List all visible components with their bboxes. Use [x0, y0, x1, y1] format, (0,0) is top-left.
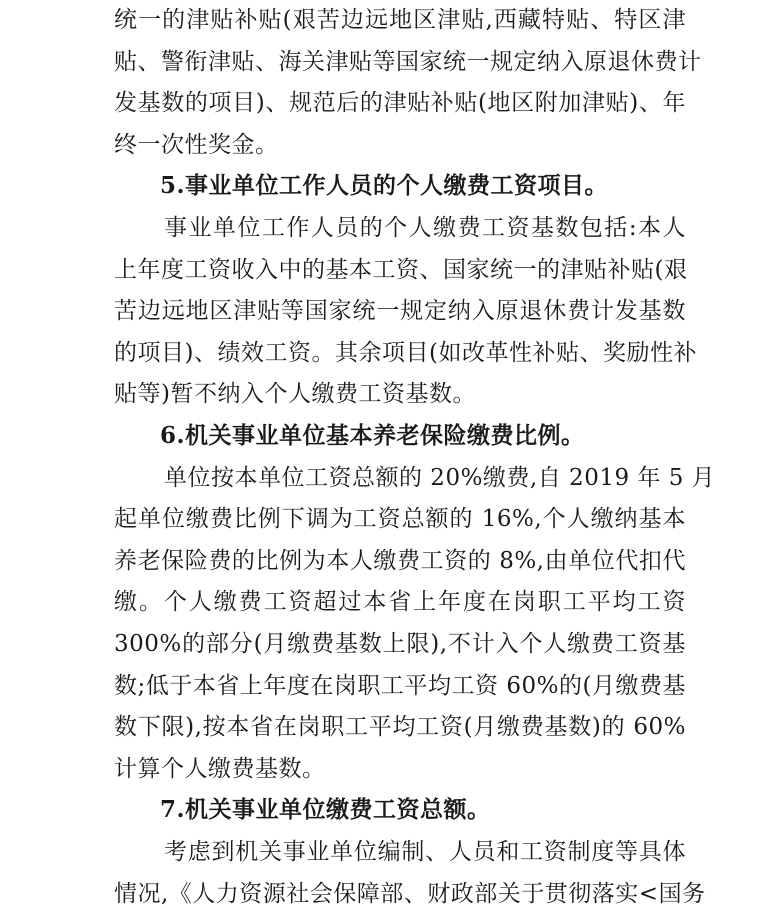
paragraph-line: 数下限),按本省在岗职工平均工资(月缴费基数)的 60% [114, 714, 686, 741]
paragraph-first-line: 事业单位工作人员的个人缴费工资基数包括:本人 [164, 215, 686, 241]
paragraph-first-line: 单位按本单位工资总额的 20%缴费,自 2019 年 5 月 [164, 464, 716, 491]
paragraph-line: 统一的津贴补贴(艰苦边远地区津贴,西藏特贴、特区津 [114, 7, 686, 33]
paragraph-line: 的项目)、绩效工资。其余项目(如改革性补贴、奖励性补 [114, 339, 697, 366]
paragraph-line: 数;低于本省上年度在岗职工平均工资 60%的(月缴费基 [114, 672, 686, 699]
paragraph-line: 贴、警衔津贴、海关津贴等国家统一规定纳入原退休费计 [114, 48, 702, 75]
paragraph-last-line: 计算个人缴费基数。 [114, 755, 326, 782]
paragraph-line: 300%的部分(月缴费基数上限),不计入个人缴费工资基 [114, 631, 686, 657]
paragraph-line: 情况,《人力资源社会保障部、财政部关于贯彻落实<国务 [114, 880, 706, 907]
paragraph-line: 起单位缴费比例下调为工资总额的 16%,个人缴纳基本 [114, 506, 686, 533]
paragraph-first-line: 考虑到机关事业单位编制、人员和工资制度等具体 [164, 839, 686, 865]
section-heading: 6.机关事业单位基本养老保险缴费比例。 [160, 422, 585, 449]
paragraph-line: 苦边远地区津贴等国家统一规定纳入原退休费计发基数 [114, 298, 686, 325]
paragraph-line: 发基数的项目)、规范后的津贴补贴(地区附加津贴)、年 [114, 90, 686, 117]
section-heading: 5.事业单位工作人员的个人缴费工资项目。 [160, 172, 609, 200]
paragraph-line: 上年度工资收入中的基本工资、国家统一的津贴补贴(艰 [114, 256, 688, 283]
paragraph-line: 养老保险费的比例为本人缴费工资的 8%,由单位代扣代 [114, 547, 686, 574]
paragraph-line: 缴。个人缴费工资超过本省上年度在岗职工平均工资 [114, 589, 686, 616]
paragraph-last-line: 贴等)暂不纳入个人缴费工资基数。 [114, 381, 476, 408]
paragraph-last-line: 终一次性奖金。 [114, 131, 279, 158]
section-heading: 7.机关事业单位缴费工资总额。 [160, 796, 491, 824]
